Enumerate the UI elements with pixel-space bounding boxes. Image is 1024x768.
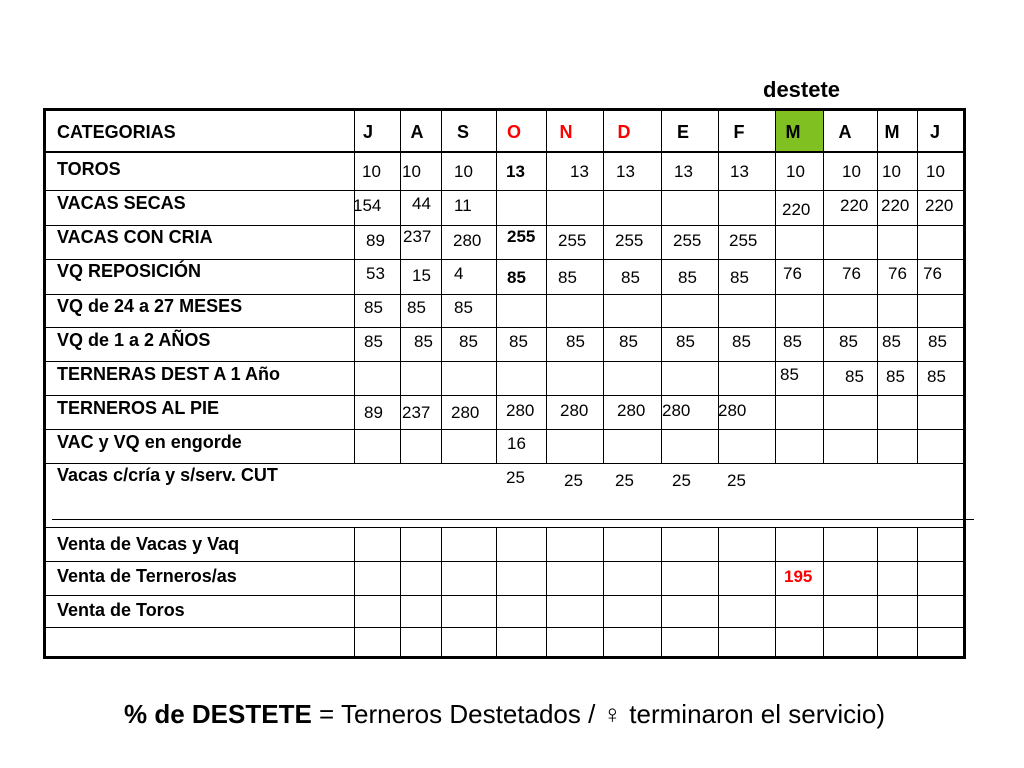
formula-text: = Terneros Destetados / ♀ terminaron el servicio): [311, 699, 886, 729]
cell-value: 237: [402, 403, 431, 422]
column-line: [661, 527, 662, 656]
cell-value: 13: [730, 162, 749, 181]
category-label: VAC y VQ en engorde: [57, 432, 242, 452]
cell-value: 85: [459, 332, 478, 351]
column-line: [877, 527, 878, 656]
cell-value: 25: [672, 471, 691, 490]
column-line: [354, 111, 355, 463]
column-line: [546, 527, 547, 656]
row-line: [46, 595, 963, 596]
category-label: VACAS SECAS: [57, 193, 186, 213]
cell-value: 13: [506, 162, 525, 181]
cell-value: 237: [403, 227, 432, 246]
column-line: [718, 527, 719, 656]
month-header: E: [676, 122, 689, 142]
category-label: TERNEROS AL PIE: [57, 398, 220, 418]
cell-value: 85: [732, 332, 751, 351]
section-separator: [52, 519, 974, 520]
cell-value: 255: [507, 227, 536, 246]
month-header: D: [617, 122, 631, 142]
row-line: [46, 294, 963, 295]
cell-value: 85: [886, 367, 905, 386]
cell-value: 85: [509, 332, 528, 351]
cell-value: 4: [454, 264, 464, 283]
cell-value: 25: [615, 471, 634, 490]
cell-value: 85: [454, 298, 473, 317]
cell-value: 10: [786, 162, 805, 181]
column-line: [354, 527, 355, 656]
cell-value: 10: [926, 162, 945, 181]
cell-value: 85: [566, 332, 585, 351]
column-line: [963, 527, 964, 656]
cell-value: 15: [412, 266, 431, 285]
cell-value: 255: [729, 231, 758, 250]
row-line: [46, 527, 963, 528]
cell-value: 255: [673, 231, 702, 250]
cell-value: 44: [412, 194, 431, 213]
row-line: [46, 561, 963, 562]
cell-value: 220: [925, 196, 954, 215]
cell-value: 85: [619, 332, 638, 351]
row-line: [46, 429, 963, 430]
cell-value: 13: [616, 162, 635, 181]
cell-value: 255: [615, 231, 644, 250]
cell-value: 280: [560, 401, 589, 420]
cell-value: 89: [366, 231, 385, 250]
cell-value: 85: [783, 332, 802, 351]
header-category: CATEGORIAS: [57, 122, 176, 142]
column-line: [441, 111, 442, 463]
month-header: O: [506, 122, 521, 142]
column-line: [775, 527, 776, 656]
cell-value: 85: [882, 332, 901, 351]
row-line: [46, 259, 963, 260]
month-header: N: [559, 122, 573, 142]
cell-value: 76: [842, 264, 861, 283]
category-label: VQ de 1 a 2 AÑOS: [57, 330, 211, 350]
cell-value: 16: [507, 434, 526, 453]
destete-formula: [124, 699, 885, 730]
cell-value: 11: [454, 196, 472, 215]
column-line: [963, 111, 964, 463]
row-line: [46, 395, 963, 396]
cell-value: 85: [364, 298, 383, 317]
cell-value: 85: [507, 268, 526, 287]
month-header: F: [733, 122, 745, 142]
column-line: [823, 111, 824, 463]
cell-value: 25: [727, 471, 746, 490]
month-header: A: [838, 122, 852, 142]
cell-value: 280: [718, 401, 747, 420]
cell-value: 154: [353, 196, 382, 215]
category-label: VACAS CON CRIA: [57, 227, 213, 247]
cell-value: 280: [662, 401, 691, 420]
category-label: Venta de Terneros/as: [57, 566, 237, 586]
cell-value: 10: [842, 162, 861, 181]
month-header: J: [929, 122, 940, 142]
cell-value: 255: [558, 231, 587, 250]
cell-value: 85: [621, 268, 640, 287]
cell-value: 280: [453, 231, 482, 250]
cell-value: 85: [678, 268, 697, 287]
category-label: Venta de Toros: [57, 600, 185, 620]
cell-value: 13: [674, 162, 693, 181]
cell-value: 76: [888, 264, 907, 283]
cell-value: 220: [881, 196, 910, 215]
row-line: [46, 225, 963, 226]
cell-value: 195: [784, 567, 813, 586]
cell-value: 76: [923, 264, 942, 283]
cell-value: 13: [570, 162, 589, 181]
column-line: [603, 111, 604, 463]
cell-value: 85: [414, 332, 433, 351]
column-line: [917, 111, 918, 463]
cell-value: 85: [676, 332, 695, 351]
row-line: [46, 361, 963, 362]
cell-value: 85: [407, 298, 426, 317]
column-line: [917, 527, 918, 656]
column-line: [441, 527, 442, 656]
row-line: [46, 151, 963, 153]
month-header: J: [362, 122, 373, 142]
cell-value: 85: [364, 332, 383, 351]
cell-value: 10: [882, 162, 901, 181]
cell-value: 85: [928, 332, 947, 351]
cell-value: 25: [506, 468, 525, 487]
cell-value: 76: [783, 264, 802, 283]
column-line: [546, 111, 547, 463]
column-line: [823, 527, 824, 656]
cell-value: 85: [927, 367, 946, 386]
cell-value: 280: [506, 401, 535, 420]
cell-value: 89: [364, 403, 383, 422]
category-label: VQ REPOSICIÓN: [57, 261, 202, 281]
cell-value: 85: [845, 367, 864, 386]
cell-value: 280: [451, 403, 480, 422]
category-label: TERNERAS DEST A 1 Año: [57, 364, 281, 384]
destete-label: destete: [763, 77, 841, 102]
cell-value: 85: [839, 332, 858, 351]
row-line: [46, 190, 963, 191]
category-label: VQ de 24 a 27 MESES: [57, 296, 243, 316]
cell-value: 53: [366, 264, 385, 283]
cell-value: 10: [454, 162, 473, 181]
cell-value: 85: [780, 365, 799, 384]
category-label: Venta de Vacas y Vaq: [57, 534, 240, 554]
cell-value: 85: [558, 268, 577, 287]
column-line: [603, 527, 604, 656]
month-header: S: [456, 122, 469, 142]
column-line: [877, 111, 878, 463]
livestock-table: [43, 108, 966, 659]
formula-title: % de DESTETE: [124, 699, 312, 729]
category-label: TOROS: [57, 159, 121, 179]
cell-value: 10: [402, 162, 421, 181]
month-header: M: [785, 122, 801, 142]
cell-value: 10: [362, 162, 381, 181]
cell-value: 220: [840, 196, 869, 215]
column-line: [400, 527, 401, 656]
column-line: [496, 527, 497, 656]
row-line: [46, 463, 963, 464]
column-line: [496, 111, 497, 463]
column-line: [775, 111, 776, 463]
month-header: A: [410, 122, 424, 142]
row-line: [46, 327, 963, 328]
row-line: [46, 627, 963, 628]
cell-value: 280: [617, 401, 646, 420]
month-header: M: [884, 122, 900, 142]
cell-value: 25: [564, 471, 583, 490]
column-line: [400, 111, 401, 463]
cell-value: 220: [782, 200, 811, 219]
cell-value: 85: [730, 268, 749, 287]
category-label: Vacas c/cría y s/serv. CUT: [57, 465, 278, 485]
